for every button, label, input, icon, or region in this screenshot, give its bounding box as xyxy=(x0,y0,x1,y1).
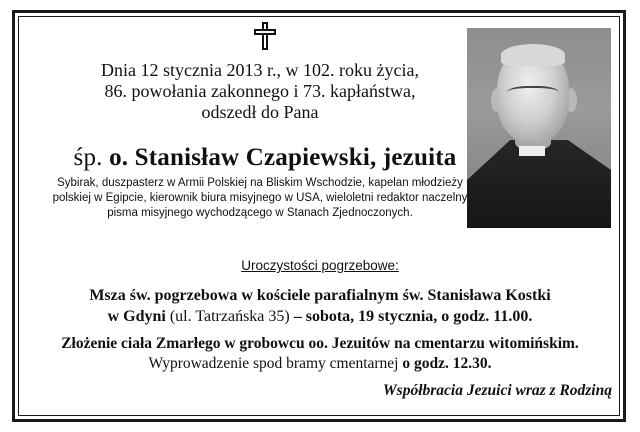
mass-line-2 xyxy=(0,306,640,327)
mass-city: w Gdyni xyxy=(107,308,166,325)
procession-text: Wyprowadzenie spod bramy cmentarnej xyxy=(148,355,399,372)
signature: Współbracia Jezuici wraz z Rodziną xyxy=(382,382,612,399)
mass-line-1: Msza św. pogrzebowa w kościele parafialnym św. Stanisława Kostki xyxy=(89,287,551,304)
bio-line-2: polskiej w Egipcie, kierownik biura misyjnego w USA, wieloletni redaktor naczelny xyxy=(52,192,468,204)
procession-time: o godz. 12.30. xyxy=(402,355,492,372)
hair xyxy=(501,44,565,66)
portrait-photo xyxy=(467,28,611,228)
bio-line-3: pisma misyjnego wychodzącego w Stanach Zjednoczonych. xyxy=(107,207,413,219)
cross-icon xyxy=(254,22,276,50)
name-full: o. Stanisław Czapiewski, jezuita xyxy=(109,144,457,171)
clerical-collar xyxy=(519,146,545,156)
mass-date-time: – sobota, 19 stycznia, o godz. 11.00. xyxy=(293,308,533,325)
biography xyxy=(40,176,480,221)
brow-line xyxy=(507,86,559,102)
burial-info xyxy=(0,334,640,374)
death-announcement xyxy=(40,60,480,123)
bio-line-1: Sybirak, duszpasterz w Armii Polskiej na Bliskim Wschodzie, kapelan młodzieży xyxy=(57,177,463,189)
intro-line-1: Dnia 12 stycznia 2013 r., w 102. roku życia, xyxy=(101,60,419,80)
funeral-mass xyxy=(0,285,640,327)
burial-line-1: Złożenie ciała Zmarłego w grobowcu oo. Jezuitów na cmentarzu witomińskim. xyxy=(61,335,579,352)
mass-address: (ul. Tatrzańska 35) xyxy=(169,308,290,325)
intro-line-2: 86. powołania zakonnego i 73. kapłaństwa, xyxy=(104,81,416,101)
burial-line-2 xyxy=(0,354,640,374)
name-prefix: śp. xyxy=(73,144,103,171)
ceremony-heading: Uroczystości pogrzebowe: xyxy=(241,258,399,273)
intro-line-3: odszedł do Pana xyxy=(201,102,319,122)
deceased-name xyxy=(40,144,490,172)
